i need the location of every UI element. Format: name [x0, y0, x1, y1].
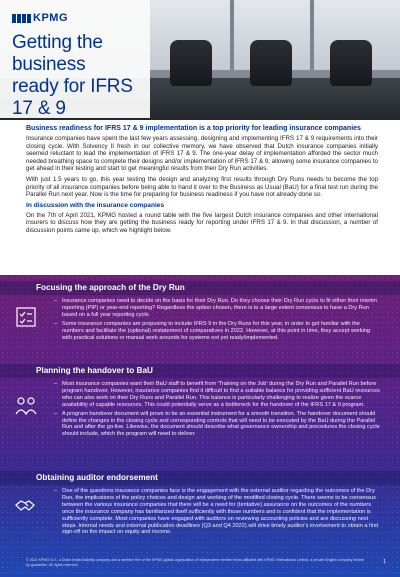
- section-title: Focusing the approach of the Dry Run: [0, 281, 400, 295]
- discussion-heading: In discussion with the insurance companies: [26, 201, 165, 209]
- intro-content: [26, 124, 378, 238]
- bullet-item: – Most insurance companies want their BaU staff to benefit from 'Training on the Job' during the Dry Run and Parallel Run before program handover. However, insurance companies find it difficult to find a suitable balance for providing sufficient BaU resources who can also work on their Dry Runs and Parallel Run. This balance is particularly challenging to realize given the scarce availability of capable resources. This could potentially serve as a bottleneck for the handover of the IFRS 17 & 9 program.: [54, 381, 380, 409]
- section-handover: [0, 364, 400, 440]
- logo-text: KPMG: [33, 12, 68, 24]
- section-auditor: [0, 471, 400, 538]
- window-frame: [310, 0, 314, 70]
- bullet-item: – One of the questions insurance companies face is the engagement with the external auditor regarding the outcomes of the Dry Run, the implications of the policy choices and design and working of the modified closing cycle. There seems to be consensus between the various insurance companies that there will be a need for (tentative) assurance on the outcomes of the numbers once the insurance company has familiarized itself sufficiently with those numbers and is confident that the implementation is sufficiently complete. Most companies have engaged with auditors on reviewing accounting policies and are discussing next steps. Internal needs and external publication deadlines (Q3 and Q4 2022) will drive timely auditor's involvement to obtain a first sign-off on the impact on equity and income.: [54, 488, 380, 536]
- kpmg-logo: [12, 12, 150, 24]
- discussion-points-band: [0, 275, 400, 577]
- legal-footer: © 2021 KPMG N.V., a Dutch limited liability company and a member firm of the KPMG global organization of independent member firms affiliated with KPMG International Limited, a private English company limited by guarantee. All rights reserved.: [26, 558, 364, 567]
- intro-paragraph-2: With just 1.5 years to go, this year testing the design and analyzing first results through Dry Runs needs to become the top priority of all insurance companies before being able to hand it over to the Business as Usual (BaU) for a final test run during the Parallel Run next year. Now is the time for preparing for business readiness if you have not already done so.: [26, 175, 378, 199]
- section-bullets: [0, 378, 400, 438]
- section-bullets: [0, 295, 400, 341]
- discussion-paragraph: On the 7th of April 2021, KPMG hosted a round table with the five largest Dutch insurance companies and other international insurers to discuss how they are getting the business ready for reporting under IFRS 17 & 9. In that discussion, a number of discussion points came up, which we highlight below.: [26, 211, 378, 234]
- logo-mark-icon: [12, 14, 31, 23]
- intro-paragraph-1: Insurance companies have spent the last few years assessing, designing and implementing IFRS 17 & 9 requirements into their closing cycle. With Solvency II fresh in our collective memory, we have observed that Dutch insurance companies initially seemed reluctant to lead the implementation of IFRS 17 & 9. The one-year delay of implementation afforded the sector much needed breathing space to complete their designs and/or implementation of IFRS 17 & 9, allowing some insurance companies to get ahead in their testing and start to get meaningful results from their Dry Run activities.: [26, 135, 378, 173]
- chair-image: [170, 40, 212, 86]
- section-bullets: [0, 485, 400, 536]
- bullet-item: – Some insurance companies are proposing to include IFRS 9 in the Dry Runs for this year, in order to get familiar with the numbers and facilitate the (optional) restatement of comparatives in 2022. However, at this point in time, they accept working with practical solutions or manual work arounds for systems not yet ready/implemented.: [54, 321, 380, 342]
- chair-image: [250, 40, 292, 86]
- intro-heading: Business readiness for IFRS 17 & 9 implementation is a top priority for leading insurance companies: [26, 125, 361, 132]
- chair-image: [330, 40, 372, 86]
- hero-banner: [0, 0, 400, 120]
- bullet-item: – Insurance companies need to decide on the basis for their Dry Run. Do they choose their Dry Run cycle to fit either their interim reporting (PIP) or year-end reporting? Regardless the option chosen, there is to a large extent consensus to have a Dry Run based on a full year reporting cycle.: [54, 298, 380, 319]
- bullet-item: – A program handover document will prove to be an essential instrument for a smooth transition. The handover document should define the changes in the closing cycle and corresponding controls that will need to be executed by the BaU during the Parallel Run and after the go-live. Likewise, the document should describe what governance ownership and procedures the closing cycle should include, which the program will need to deliver.: [54, 411, 380, 439]
- page-title: Getting the business ready for IFRS 17 & 9: [12, 32, 133, 119]
- section-dry-run: [0, 281, 400, 343]
- title-panel: [0, 0, 150, 118]
- page-number: 1: [383, 559, 386, 565]
- window-frame: [230, 0, 234, 70]
- section-title: Planning the handover to BaU: [0, 364, 400, 378]
- section-title: Obtaining auditor endorsement: [0, 471, 400, 485]
